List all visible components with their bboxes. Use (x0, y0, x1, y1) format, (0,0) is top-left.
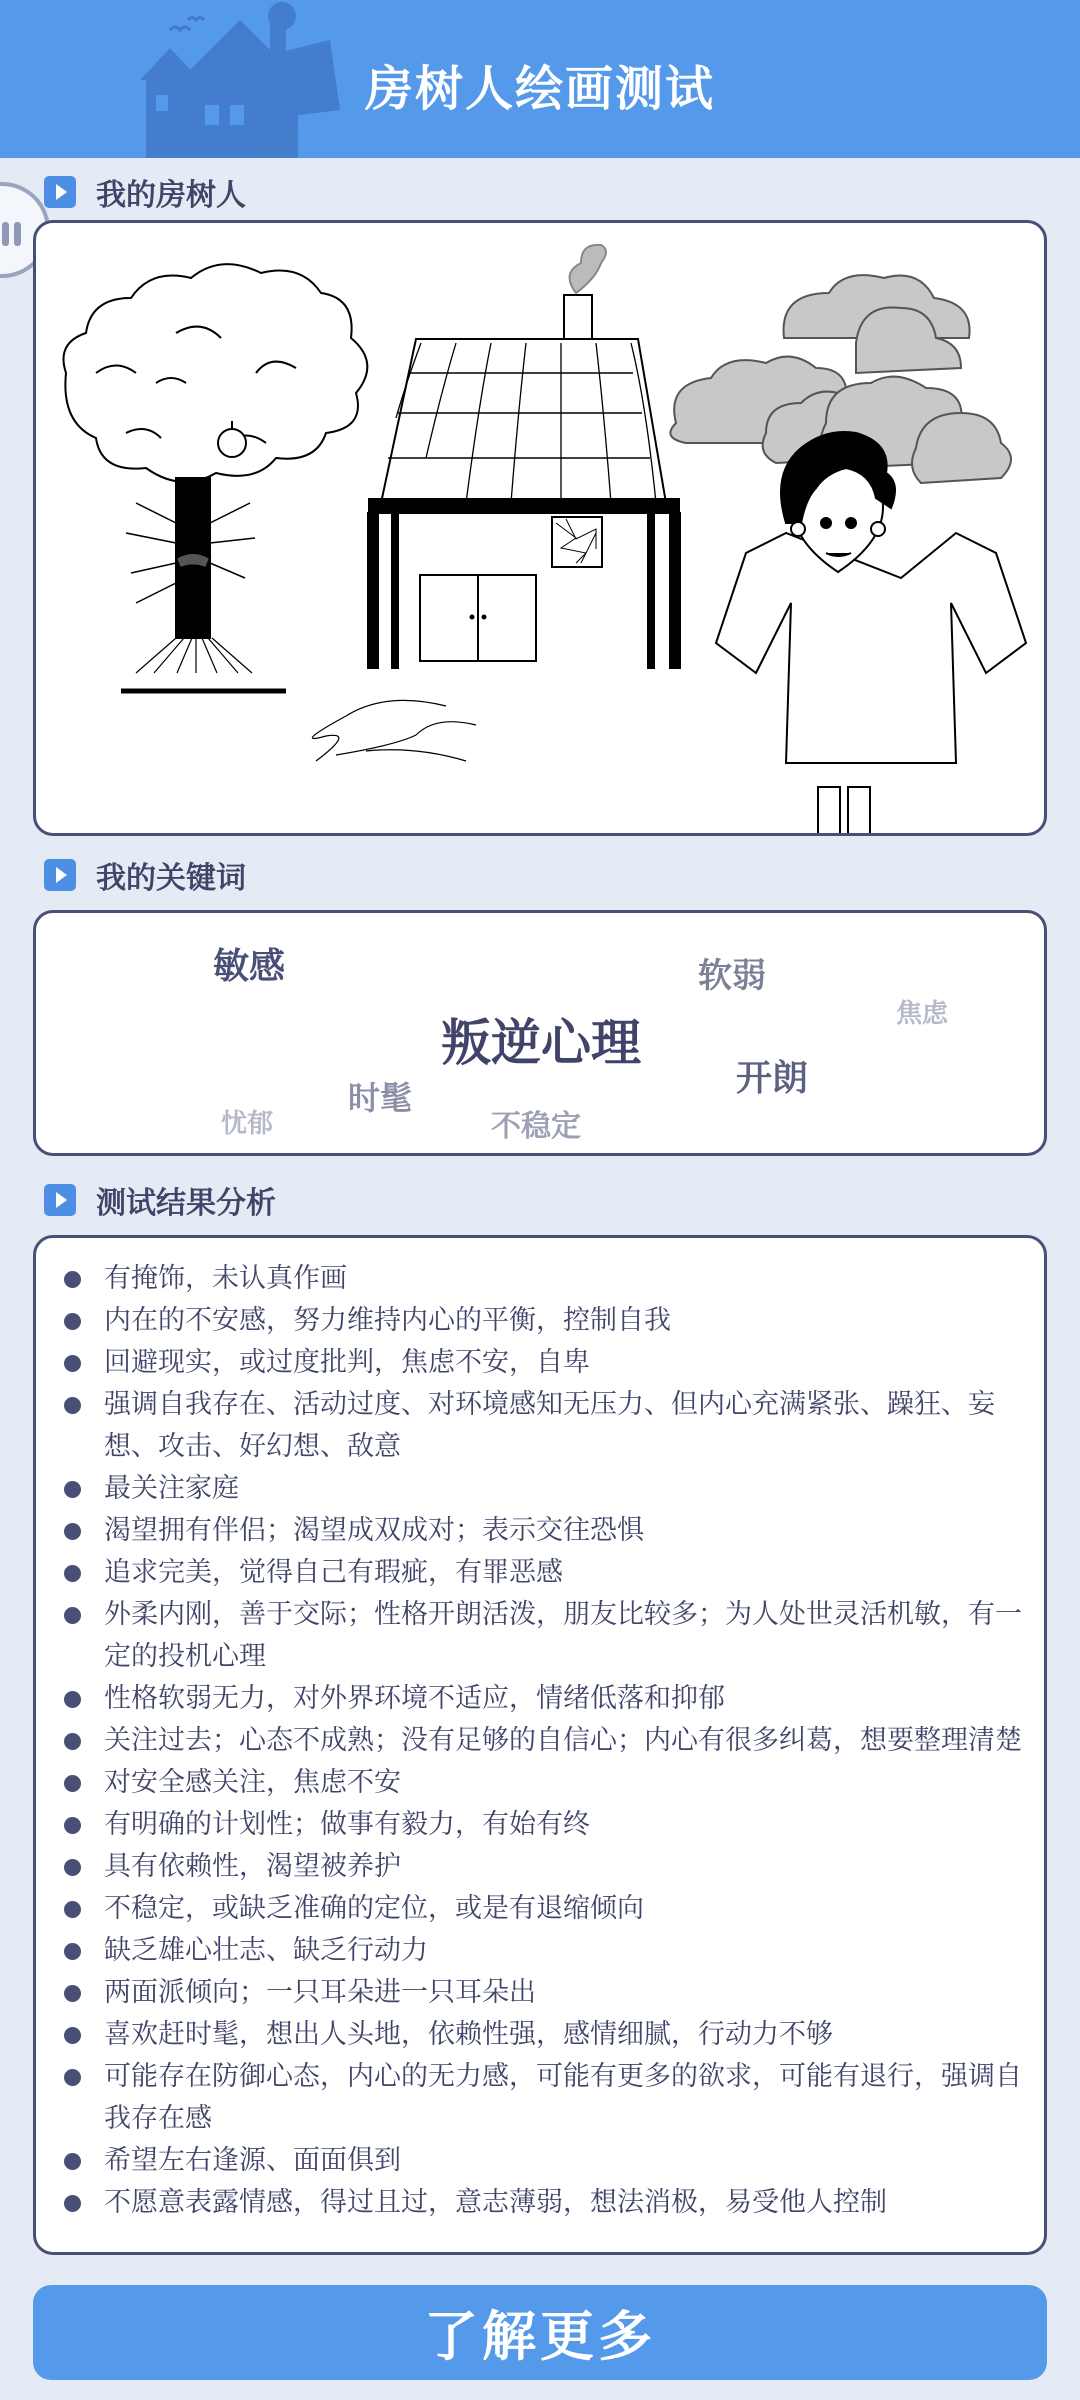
analysis-item: 不稳定，或缺乏准确的定位，或是有退缩倾向 (64, 1888, 1022, 1930)
keyword-tag: 开朗 (736, 1058, 809, 1099)
keyword-tag: 不稳定 (491, 1109, 581, 1144)
analysis-item: 不愿意表露情感，得过且过，意志薄弱，想法消极，易受他人控制 (64, 2182, 1022, 2224)
keyword-tag: 叛逆心理 (441, 1014, 641, 1072)
analysis-list (36, 1238, 1044, 2224)
analysis-item: 强调自我存在、活动过度、对环境感知无压力、但内心充满紧张、躁狂、妄想、攻击、好幻想、敌意 (64, 1384, 1022, 1468)
header-bar (0, 0, 1080, 158)
keyword-tag: 软弱 (698, 956, 766, 996)
analysis-item: 对安全感关注，焦虑不安 (64, 1762, 1022, 1804)
learn-more-button[interactable]: 了解更多 (33, 2285, 1047, 2380)
section-title-label: 测试结果分析 (96, 1186, 276, 1221)
house-tree-person-drawing (36, 223, 1047, 836)
drawing-card (33, 220, 1047, 836)
analysis-item: 具有依赖性，渴望被养护 (64, 1846, 1022, 1888)
keyword-tag: 焦虑 (896, 999, 949, 1029)
analysis-item: 内在的不安感，努力维持内心的平衡，控制自我 (64, 1300, 1022, 1342)
analysis-item: 有明确的计划性；做事有毅力，有始有终 (64, 1804, 1022, 1846)
section-title-drawing (44, 172, 246, 212)
tree-drawing (64, 264, 368, 691)
keyword-tag: 敏感 (213, 946, 286, 987)
analysis-item: 喜欢赶时髦，想出人头地，依赖性强，感情细腻，行动力不够 (64, 2014, 1022, 2056)
analysis-item: 回避现实，或过度批判，焦虑不安，自卑 (64, 1342, 1022, 1384)
analysis-item: 可能存在防御心态，内心的无力感，可能有更多的欲求，可能有退行，强调自我存在感 (64, 2056, 1022, 2140)
keyword-cloud-card (33, 910, 1047, 1156)
analysis-item: 最关注家庭 (64, 1468, 1022, 1510)
handle-grip-icon (2, 222, 9, 246)
handle-grip-icon (14, 222, 21, 246)
analysis-item: 两面派倾向；一只耳朵进一只耳朵出 (64, 1972, 1022, 2014)
analysis-item: 性格软弱无力，对外界环境不适应，情绪低落和抑郁 (64, 1678, 1022, 1720)
section-title-label: 我的房树人 (96, 178, 246, 213)
section-title-analysis (44, 1180, 276, 1220)
page-title: 房树人绘画测试 (364, 61, 715, 117)
play-icon (44, 1184, 76, 1216)
analysis-card[interactable] (33, 1235, 1047, 2255)
play-icon (44, 176, 76, 208)
analysis-item: 缺乏雄心壮志、缺乏行动力 (64, 1930, 1022, 1972)
person-drawing (716, 432, 1026, 836)
analysis-item: 希望左右逢源、面面俱到 (64, 2140, 1022, 2182)
analysis-item: 渴望拥有伴侣；渴望成双成对；表示交往恐惧 (64, 1510, 1022, 1552)
analysis-item: 外柔内刚，善于交际；性格开朗活泼，朋友比较多；为人处世灵活机敏，有一定的投机心理 (64, 1594, 1022, 1678)
play-icon (44, 859, 76, 891)
section-title-keywords (44, 855, 246, 895)
section-title-label: 我的关键词 (96, 861, 246, 896)
analysis-item: 关注过去；心态不成熟；没有足够的自信心；内心有很多纠葛，想要整理清楚 (64, 1720, 1022, 1762)
analysis-item: 追求完美，觉得自己有瑕疵，有罪恶感 (64, 1552, 1022, 1594)
analysis-item: 有掩饰，未认真作画 (64, 1258, 1022, 1300)
house-drawing (312, 245, 680, 761)
keyword-tag: 忧郁 (221, 1109, 274, 1139)
keyword-tag: 时髦 (348, 1079, 413, 1117)
